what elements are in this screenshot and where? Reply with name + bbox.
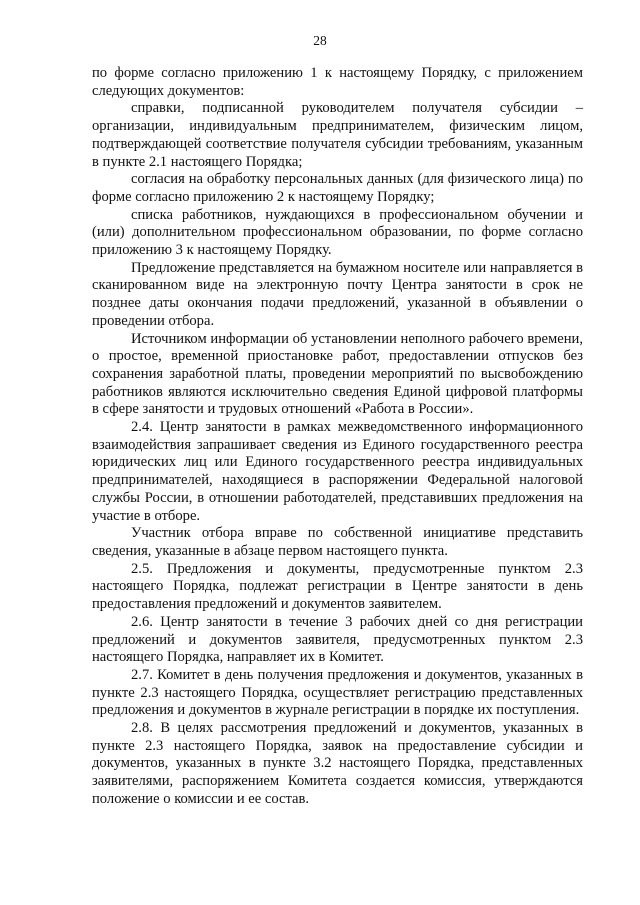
paragraph-submission: Предложение представляется на бумажном носителе или направляется в сканированном виде на электронную почту Центра занятости в срок не позднее даты окончания подачи предложений, указанной в объявлении о проведении отбора. [92, 259, 583, 329]
paragraph-information-source: Источником информации об установлении неполного рабочего времени, о простое, временной приостановке работ, предоставлении отпусков без сохранения заработной платы, проведении мероприятий по высвобождению работников являются исключительно сведения Единой цифровой платформы в сфере занятости и трудовых отношений «Работа в России». [92, 330, 583, 418]
paragraph-continuation: по форме согласно приложению 1 к настоящему Порядку, с приложением следующих документов: [92, 65, 583, 99]
paragraph-2-5: 2.5. Предложения и документы, предусмотренные пунктом 2.3 настоящего Порядка, подлежат регистрации в Центре занятости в день предоставления предложений и документов заявителем. [92, 560, 583, 613]
paragraph-certificate: справки, подписанной руководителем получателя субсидии – организации, индивидуальным предпринимателем, физическим лицом, подтверждающей соответствие получателя субсидии требованиям, указанным в пункте 2.1 настоящего Порядка; [92, 100, 583, 170]
paragraph-consent: согласия на обработку персональных данных (для физического лица) по форме согласно приложению 2 к настоящему Порядку; [92, 171, 583, 205]
document-body [92, 65, 583, 809]
paragraph-participant-right: Участник отбора вправе по собственной инициативе представить сведения, указанные в абзаце первом настоящего пункта. [92, 525, 583, 559]
paragraph-2-8: 2.8. В целях рассмотрения предложений и документов, указанных в пункте 2.3 настоящего Порядка, заявок на предоставление субсидии и документов, указанных в пункте 3.2 настоящего Порядка, представленных заявителями, распоряжением Комитета создается комиссия, утверждаются положение о комиссии и ее состав. [92, 720, 583, 807]
paragraph-employee-list: списка работников, нуждающихся в профессиональном обучении и (или) дополнительном профессиональном образовании, по форме согласно приложению 3 к настоящему Порядку. [92, 206, 583, 259]
paragraph-2-6: 2.6. Центр занятости в течение 3 рабочих дней со дня регистрации предложений и документов заявителя, предусмотренных пунктом 2.3 настоящего Порядка, направляет их в Комитет. [92, 613, 583, 666]
page-number: 28 [313, 33, 327, 48]
paragraph-2-4: 2.4. Центр занятости в рамках межведомственного информационного взаимодействия запрашивает сведения из Единого государственного реестра юридических лиц или Единого государственного реестра индивидуальных предпринимателей, находящиеся в распоряжении Федеральной налоговой службы России, в отношении работодателей, представивших предложения на участие в отборе. [92, 419, 583, 524]
paragraph-2-7: 2.7. Комитет в день получения предложения и документов, указанных в пункте 2.3 настоящего Порядка, осуществляет регистрацию представленных предложения и документов в журнале регистрации в порядке их поступления. [92, 666, 583, 719]
